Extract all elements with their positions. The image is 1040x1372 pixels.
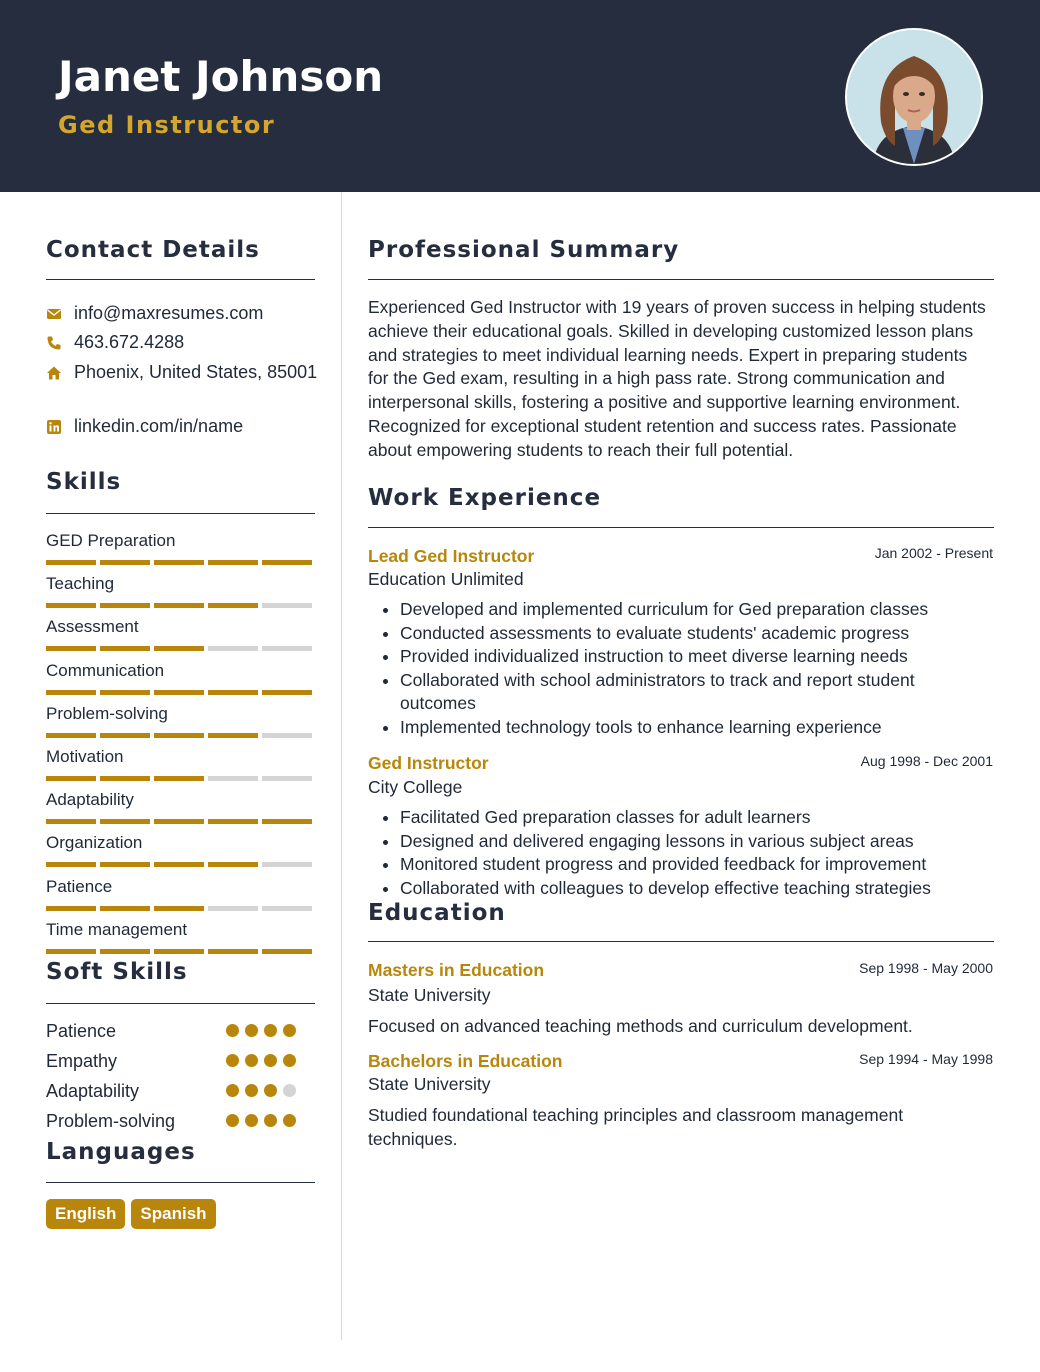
job-bullet: • Developed and implemented curriculum for Ged preparation classes [400, 598, 990, 622]
skill-label: Adaptability [46, 790, 134, 810]
contact-email[interactable] [46, 303, 263, 324]
skill-level-bar [46, 906, 312, 911]
skill-label: GED Preparation [46, 531, 176, 550]
rating-dot-filled [226, 1024, 239, 1037]
skill-label: Motivation [46, 747, 124, 766]
skill-level-segment-filled [100, 733, 150, 738]
contact-location-text: Phoenix, United States, 85001 [74, 362, 318, 382]
skill-level-segment-filled [46, 560, 96, 565]
job-bullets [368, 806, 990, 900]
candidate-name: Janet Johnson [58, 52, 384, 101]
skill-level-segment-filled [262, 949, 312, 954]
rating-dot-filled [226, 1114, 239, 1127]
job-title: Ged Instructor [368, 753, 489, 773]
skill-level-segment-filled [100, 690, 150, 695]
rating-dot-filled [264, 1054, 277, 1067]
soft-skills-heading: Soft Skills [46, 959, 188, 985]
skill-level-segment-filled [154, 690, 204, 695]
skill-level-segment-empty [262, 646, 312, 651]
skill-level-segment-filled [100, 949, 150, 954]
rating-dot-filled [226, 1084, 239, 1097]
skill-level-segment-filled [100, 776, 150, 781]
skill-label: Assessment [46, 617, 139, 637]
skill-level-bar [46, 690, 312, 695]
job-bullet: • Conducted assessments to evaluate students' academic progress [400, 622, 990, 646]
degree-school: State University [368, 985, 491, 1005]
skill-level-bar [46, 733, 312, 738]
job-bullets [368, 598, 990, 740]
skill-level-segment-filled [262, 690, 312, 695]
phone-icon [46, 335, 62, 351]
languages-rule [46, 1182, 315, 1183]
degree-title: Bachelors in Education [368, 1051, 563, 1071]
skill-level-bar [46, 603, 312, 608]
skill-level-segment-empty [262, 776, 312, 781]
experience-rule [368, 527, 994, 528]
job-bullet: • Implemented technology tools to enhance learning experience [400, 716, 990, 740]
skill-level-segment-filled [208, 733, 258, 738]
contact-heading: Contact Details [46, 237, 260, 263]
skill-label: Patience [46, 876, 113, 896]
skill-level-segment-filled [154, 603, 204, 608]
skill-level-bar [46, 862, 312, 867]
skill-level-segment-filled [100, 906, 150, 911]
rating-dot-filled [283, 1114, 296, 1127]
rating-dot-filled [264, 1024, 277, 1037]
contact-linkedin-text: linkedin.com/in/name [74, 416, 244, 436]
skills-rule [46, 513, 315, 514]
profile-photo-image [847, 30, 981, 164]
skill-level-bar [46, 949, 312, 954]
skill-level-segment-filled [208, 949, 258, 954]
education-heading: Education [368, 900, 506, 926]
job-bullet: • Collaborated with colleagues to develop effective teaching strategies [400, 877, 990, 901]
skill-label: Organization [46, 833, 143, 853]
job-org: City College [368, 777, 463, 797]
skill-level-segment-filled [262, 819, 312, 824]
skills-heading: Skills [46, 469, 122, 495]
summary-text: Experienced Ged Instructor with 19 years of proven success in helping students achieve their educational goals. Skilled in developing customized lesson plans and strategies to meet individual learning needs. Expert in preparing students for the Ged exam, resulting in a high pass rate. Strong communication and interpersonal skills, fostering a positive and supportive learning environment. Recognized for exceptional student retention and success rates. Passionate about empowering students to reach their full potential. [368, 297, 986, 460]
summary-heading: Professional Summary [368, 237, 680, 263]
skill-level-segment-filled [46, 906, 96, 911]
skill-level-bar [46, 819, 312, 824]
skill-level-segment-filled [46, 862, 96, 867]
languages-heading: Languages [46, 1139, 196, 1165]
job-bullet: • Collaborated with school administrators to track and report student outcomes [400, 669, 990, 716]
contact-linkedin[interactable] [46, 416, 243, 437]
skill-level-segment-filled [208, 690, 258, 695]
skill-label: Time management [46, 919, 188, 939]
skill-level-segment-filled [46, 690, 96, 695]
skill-level-segment-filled [208, 603, 258, 608]
soft-skill-label: Patience [46, 1021, 117, 1041]
job-bullet: • Provided individualized instruction to meet diverse learning needs [400, 645, 990, 669]
skill-level-segment-filled [154, 733, 204, 738]
job-date: Jan 2002 - Present [874, 545, 993, 561]
soft-skill-rating [226, 1024, 296, 1037]
job-org: Education Unlimited [368, 569, 524, 589]
skill-level-bar [46, 646, 312, 651]
job-bullet: • Designed and delivered engaging lessons in various subject areas [400, 830, 990, 854]
skill-label: Problem-solving [46, 703, 168, 723]
skill-level-segment-empty [262, 906, 312, 911]
soft-skill-label: Adaptability [46, 1081, 140, 1101]
skill-level-segment-empty [262, 862, 312, 867]
job-title: Lead Ged Instructor [368, 546, 535, 566]
rating-dot-empty [283, 1084, 296, 1097]
contact-phone[interactable] [46, 332, 184, 353]
soft-skill-rating [226, 1114, 296, 1127]
rating-dot-filled [264, 1114, 277, 1127]
soft-skill-label: Problem-solving [46, 1111, 176, 1131]
column-divider [341, 192, 342, 1340]
rating-dot-filled [226, 1054, 239, 1067]
skill-level-bar [46, 560, 312, 565]
skill-level-segment-empty [262, 733, 312, 738]
skill-level-bar [46, 776, 312, 781]
skill-level-segment-filled [208, 862, 258, 867]
home-icon [46, 365, 62, 381]
job-bullet: • Facilitated Ged preparation classes for adult learners [400, 806, 990, 830]
skill-level-segment-filled [100, 560, 150, 565]
skill-level-segment-empty [208, 906, 258, 911]
skill-level-segment-filled [154, 862, 204, 867]
rating-dot-filled [245, 1084, 258, 1097]
linkedin-icon [46, 419, 62, 435]
skill-level-segment-filled [46, 819, 96, 824]
language-badge: Spanish [131, 1199, 215, 1229]
skill-level-segment-filled [46, 733, 96, 738]
skill-level-segment-filled [154, 646, 204, 651]
skill-level-segment-empty [262, 603, 312, 608]
soft-skill-rating [226, 1084, 296, 1097]
job-bullet: • Monitored student progress and provided feedback for improvement [400, 853, 990, 877]
skill-level-segment-filled [154, 949, 204, 954]
experience-heading: Work Experience [368, 485, 602, 511]
skill-level-segment-empty [208, 776, 258, 781]
skill-level-segment-filled [46, 603, 96, 608]
soft-skill-label: Empathy [46, 1051, 118, 1071]
degree-description: Focused on advanced teaching methods and curriculum development. [368, 1016, 913, 1036]
skill-level-segment-filled [46, 949, 96, 954]
envelope-icon [46, 306, 62, 322]
soft-skill-rating [226, 1054, 296, 1067]
rating-dot-filled [283, 1024, 296, 1037]
job-date: Aug 1998 - Dec 2001 [860, 753, 993, 769]
degree-date: Sep 1998 - May 2000 [859, 960, 993, 976]
skill-level-segment-filled [208, 819, 258, 824]
rating-dot-filled [283, 1054, 296, 1067]
languages-list [46, 1199, 216, 1229]
summary-rule [368, 279, 994, 280]
profile-photo [845, 28, 983, 166]
candidate-title: Ged Instructor [58, 111, 276, 139]
soft-skills-rule [46, 1003, 315, 1004]
skill-level-segment-empty [208, 646, 258, 651]
header-banner [0, 0, 1040, 192]
skill-level-segment-filled [100, 603, 150, 608]
degree-date: Sep 1994 - May 1998 [859, 1051, 993, 1067]
degree-school: State University [368, 1074, 491, 1094]
rating-dot-filled [245, 1114, 258, 1127]
contact-phone-text: 463.672.4288 [74, 332, 185, 352]
language-badge: English [46, 1199, 125, 1229]
contact-email-text: info@maxresumes.com [74, 303, 264, 323]
rating-dot-filled [264, 1084, 277, 1097]
skill-level-segment-filled [100, 862, 150, 867]
skill-label: Teaching [46, 574, 115, 594]
skill-label: Communication [46, 660, 165, 680]
skill-level-segment-filled [154, 776, 204, 781]
skill-level-segment-filled [100, 819, 150, 824]
skill-level-segment-filled [100, 646, 150, 651]
skill-level-segment-filled [46, 646, 96, 651]
skill-level-segment-filled [262, 560, 312, 565]
education-rule [368, 941, 994, 942]
degree-title: Masters in Education [368, 960, 545, 980]
skill-level-segment-filled [154, 560, 204, 565]
skill-level-segment-filled [154, 906, 204, 911]
skill-level-segment-filled [154, 819, 204, 824]
contact-location [46, 362, 317, 383]
degree-description: Studied foundational teaching principles and classroom management techniques. [368, 1105, 904, 1149]
rating-dot-filled [245, 1054, 258, 1067]
skill-level-segment-filled [46, 776, 96, 781]
rating-dot-filled [245, 1024, 258, 1037]
contact-rule [46, 279, 315, 280]
skill-level-segment-filled [208, 560, 258, 565]
